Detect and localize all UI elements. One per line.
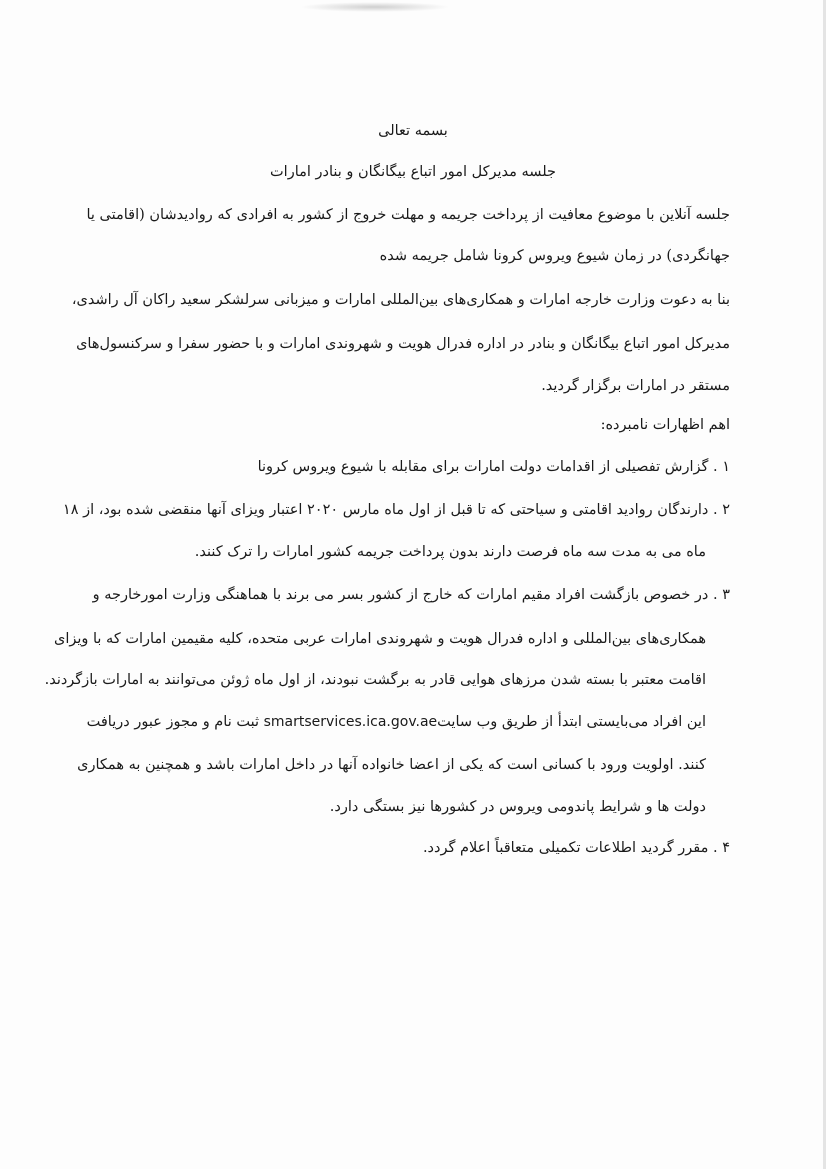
point-3-line-2: همکاری‌های بین‌المللی و اداره فدرال هویت و شهروندی امارات عربی متحده، کلیه مقیمین امارات که با ویزای <box>53 631 706 647</box>
point-3-line-3: اقامت معتبر با بسته شدن مرزهای هوایی قادر به برگشت نبودند، از اول ماه ژوئن می‌توانند به امارات بازگردند. <box>44 672 706 688</box>
body-line-3: مستقر در امارات برگزار گردید. <box>541 378 730 394</box>
point-4: ۴ . مقرر گردید اطلاعات تکمیلی متعاقباً اعلام گردد. <box>422 840 730 856</box>
body-line-1: بنا به دعوت وزارت خارجه امارات و همکاری‌های بین‌المللی امارات و میزبانی سرلشکر سعید راکان آل راشدی، <box>71 292 730 308</box>
intro-line-2: جهانگردی) در زمان شیوع ویروس کرونا شامل جریمه شده <box>379 248 730 264</box>
point-3-line-6: دولت ها و شرایط پاندومی ویروس در کشورها نیز بستگی دارد. <box>329 799 706 815</box>
website-url-link[interactable]: smartservices.ica.gov.ae <box>263 714 438 730</box>
point-3-line-5: کنند. اولویت ورود با کسانی است که یکی از اعضا خانواده آنها در داخل امارات باشد و همچنین به همکاری <box>77 757 706 773</box>
intro-line-1: جلسه آنلاین با موضوع معافیت از پرداخت جریمه و مهلت خروج از کشور به افرادی که روادیدشان (اقامتی یا <box>86 207 730 223</box>
document-header: بسمه تعالی <box>378 123 448 139</box>
document-title: جلسه مدیرکل امور اتباع بیگانگان و بنادر امارات <box>270 164 556 180</box>
point-1: ۱ . گزارش تفصیلی از اقدامات دولت امارات برای مقابله با شیوع ویروس کرونا <box>257 459 730 475</box>
points-heading: اهم اظهارات نامبرده: <box>600 417 730 433</box>
scan-smudge <box>300 2 450 12</box>
point-2-line-1: ۲ . دارندگان روادید اقامتی و سیاحتی که تا قبل از اول ماه مارس ۲۰۲۰ اعتبار ویزای آنها منقضی شده بود، از ۱۸ <box>62 502 730 518</box>
website-line-before: این افراد می‌بایستی ابتدأ از طریق وب سایت <box>437 714 706 730</box>
website-line-after: ثبت نام و مجوز عبور دریافت <box>86 714 264 730</box>
point-3-website-line <box>87 712 706 732</box>
body-line-2: مدیرکل امور اتباع بیگانگان و بنادر در اداره فدرال هویت و شهروندی امارات و با حضور سفرا و سرکنسول‌های <box>76 336 730 352</box>
point-3-line-1: ۳ . در خصوص بازگشت افراد مقیم امارات که خارج از کشور بسر می برند با هماهنگی وزارت امورخارجه و <box>92 587 730 603</box>
point-2-line-2: ماه می به مدت سه ماه فرصت دارند بدون پرداخت جریمه کشور امارات را ترک کنند. <box>194 544 706 560</box>
